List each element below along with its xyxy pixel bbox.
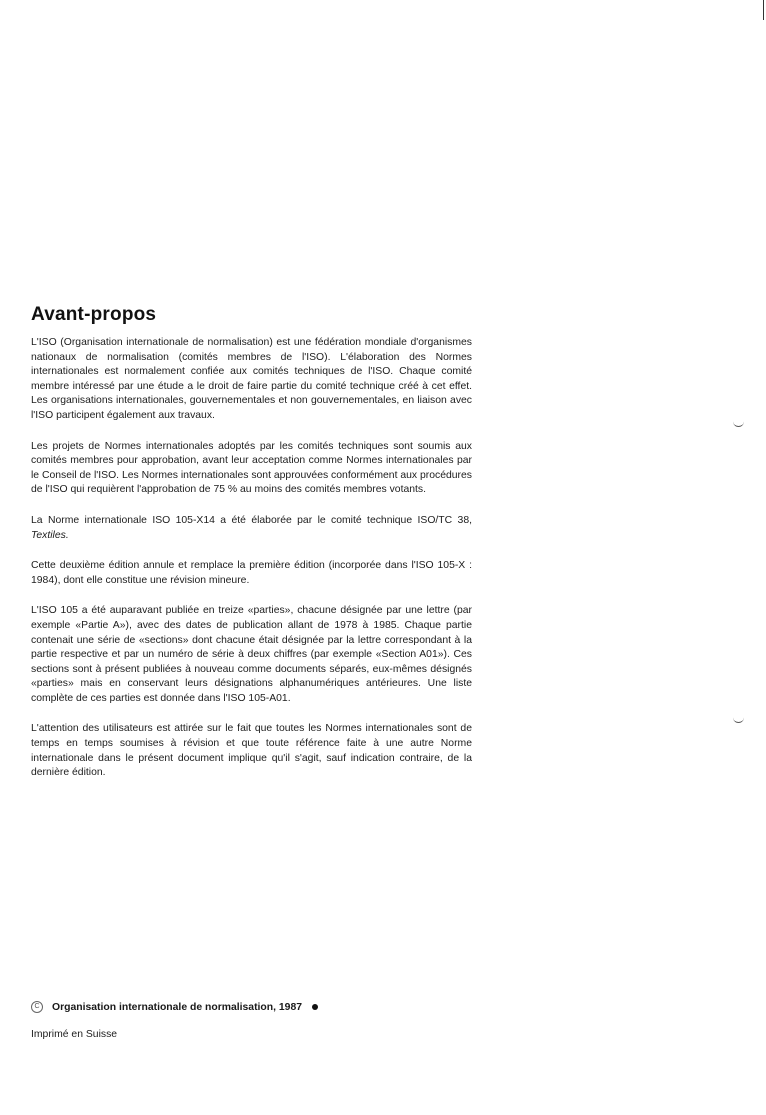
committee-name-italic: Textiles. [31,529,69,541]
printed-in-text: Imprimé en Suisse [31,1029,118,1040]
paragraph-technical-committee [31,514,472,543]
copyright-line [31,1001,318,1013]
foreword-body [31,336,472,797]
scan-artifact-mark [733,716,744,723]
copyright-icon: C [31,1001,43,1013]
copyright-text: Organisation internationale de normalisation, 1987 [52,1001,303,1013]
paragraph-iso-intro: L'ISO (Organisation internationale de normalisation) est une fédération mondiale d'organismes nationaux de normalisation (comités membres de l'ISO). L'élaboration des Normes internationales est normalement confiée aux comités techniques de l'ISO. Chaque comité membre intéressé par une étude a le droit de faire partie du comité technique créé à cet effet. Les organisations internationales, gouvernementales et non gouvernementales, en liaison avec l'ISO participent également aux travaux. [31,337,472,421]
page-title: Avant-propos [31,304,157,325]
scan-artifact-mark [733,420,744,427]
paragraph-edition-note: Cette deuxième édition annule et remplace la première édition (incorporée dans l'ISO 105-X : 1984), dont elle constitue une révision mineure. [31,560,472,586]
paragraph-parts-history: L'ISO 105 a été auparavant publiée en treize «parties», chacune désignée par une lettre (par exemple «Partie A»), avec des dates de publication allant de 1978 à 1985. Chaque partie contenait une série de «sections» dont chacune était désignée par la lettre correspondant à la partie respective et par un numéro de série à deux chiffres (par exemple «Section A01»). Ces sections sont à présent publiées à nouveau comme documents séparés, eux-mêmes désignés «parties» mais en conservant leurs désignations alphanumériques antérieures. Une liste complète de ces parties est donnée dans l'ISO 105-A01. [31,605,472,704]
bullet-dot-icon [312,1004,318,1010]
paragraph-revision-notice: L'attention des utilisateurs est attirée sur le fait que toutes les Normes internationales sont de temps en temps soumises à révision et que toute référence faite à une autre Norme internationale dans le présent document implique qu'il s'agit, sauf indication contraire, de la dernière édition. [31,723,472,779]
page-edge-mark [763,0,764,20]
committee-text: La Norme internationale ISO 105-X14 a été élaborée par le comité technique ISO/TC 38, [31,514,472,526]
paragraph-approval-process: Les projets de Normes internationales adoptés par les comités techniques sont soumis aux comités membres pour approbation, avant leur acceptation comme Normes internationales par le Conseil de l'ISO. Les Normes internationales sont approuvées conformément aux procédures de l'ISO qui requièrent l'approbation de 75 % au moins des comités membres votants. [31,440,472,496]
